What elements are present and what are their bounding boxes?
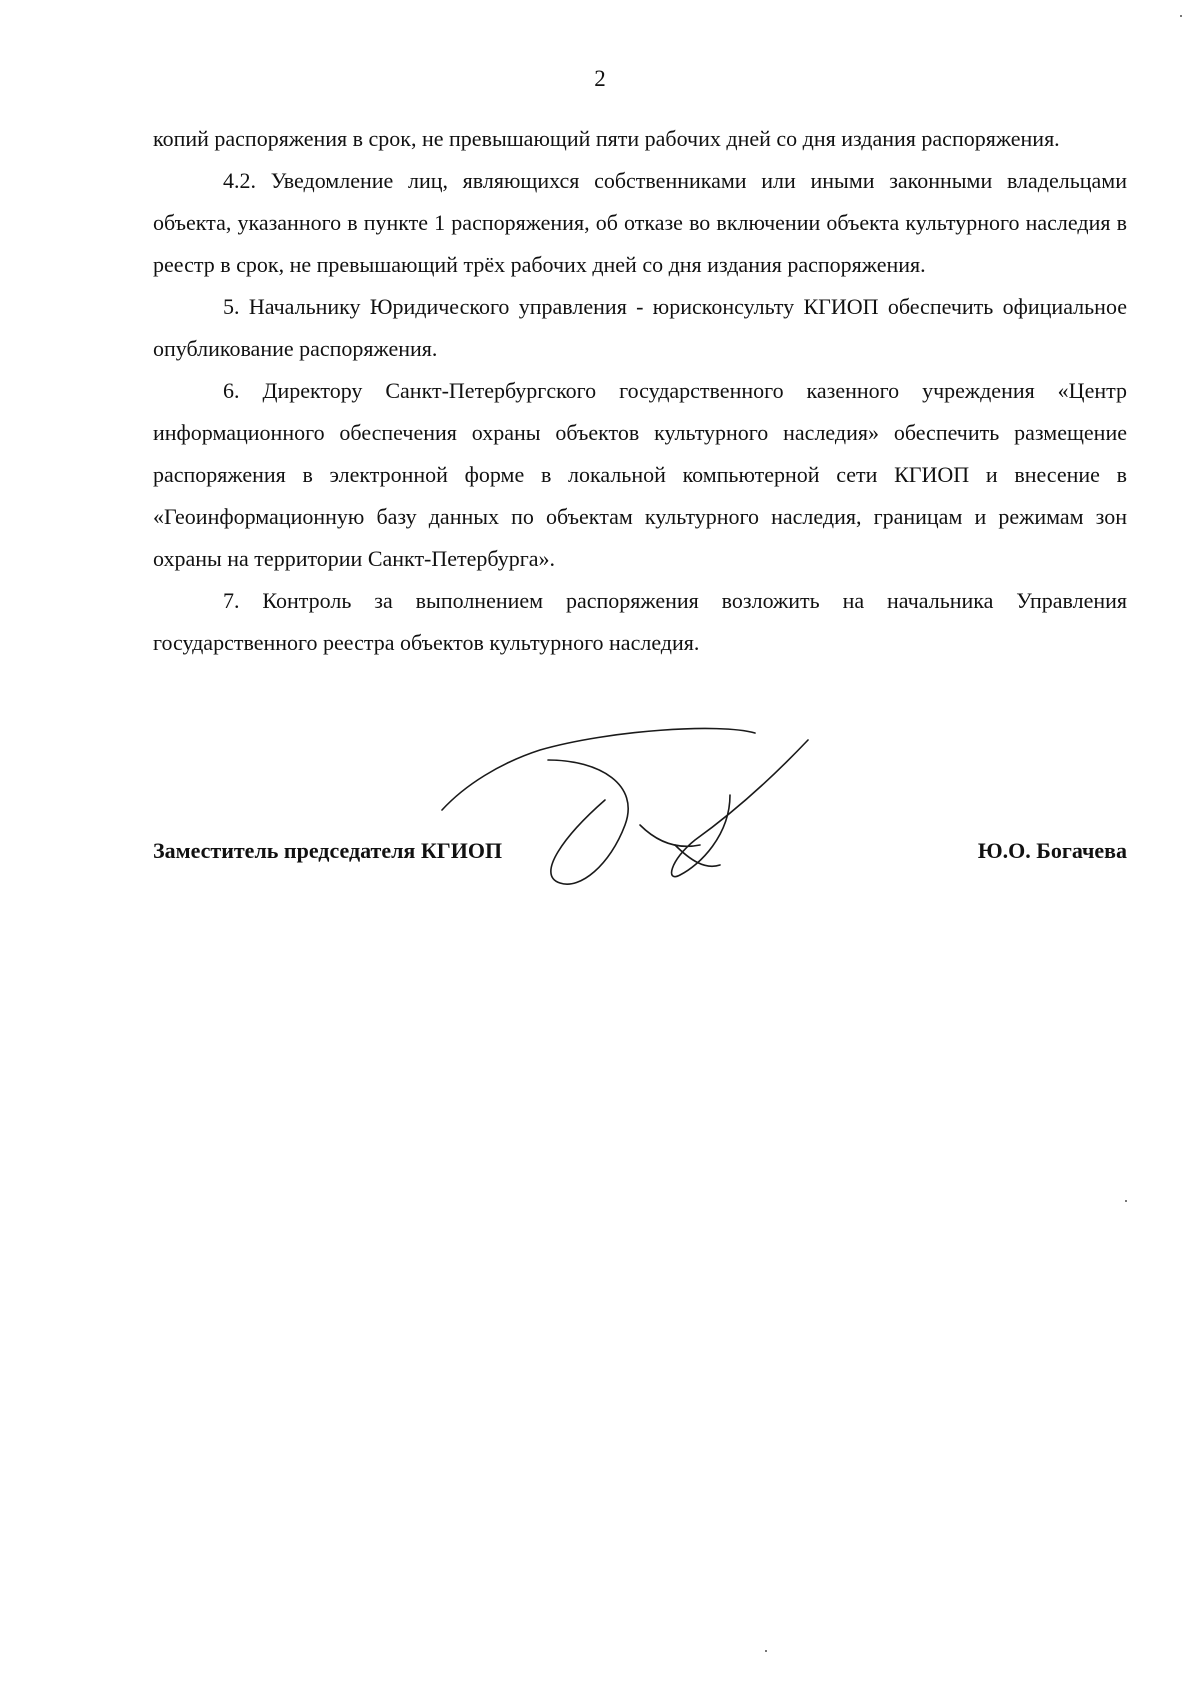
paragraph-continuation: копий распоряжения в срок, не превышающий пяти рабочих дней со дня издания распоряжения. xyxy=(153,126,1060,151)
page-number: 2 xyxy=(594,66,606,91)
signatory-position: Заместитель председателя КГИОП xyxy=(153,838,503,863)
signatory-name: Ю.О. Богачева xyxy=(977,838,1127,863)
document-body xyxy=(153,118,1127,664)
handwritten-signature xyxy=(430,725,970,925)
paragraph-5: 5. Начальнику Юридического управления - юрисконсульту КГИОП обеспечить официальное опубликование распоряжения. xyxy=(153,294,1127,361)
paragraph-4-2: 4.2. Уведомление лиц, являющихся собственниками или иными законными владельцами объекта, указанного в пункте 1 распоряжения, об отказе во включении объекта культурного наследия в реестр в срок, не превышающий трёх рабочих дней со дня издания распоряжения. xyxy=(153,168,1127,277)
paragraph-6: 6. Директору Санкт-Петербургского государственного казенного учреждения «Центр информационного обеспечения охраны объектов культурного наследия» обеспечить размещение распоряжения в электронной форме в локальной компьютерной сети КГИОП и внесение в «Геоинформационную базу данных по объектам культурного наследия, границам и режимам зон охраны на территории Санкт-Петербурга». xyxy=(153,378,1127,571)
paragraph-7: 7. Контроль за выполнением распоряжения возложить на начальника Управления государственного реестра объектов культурного наследия. xyxy=(153,588,1127,655)
